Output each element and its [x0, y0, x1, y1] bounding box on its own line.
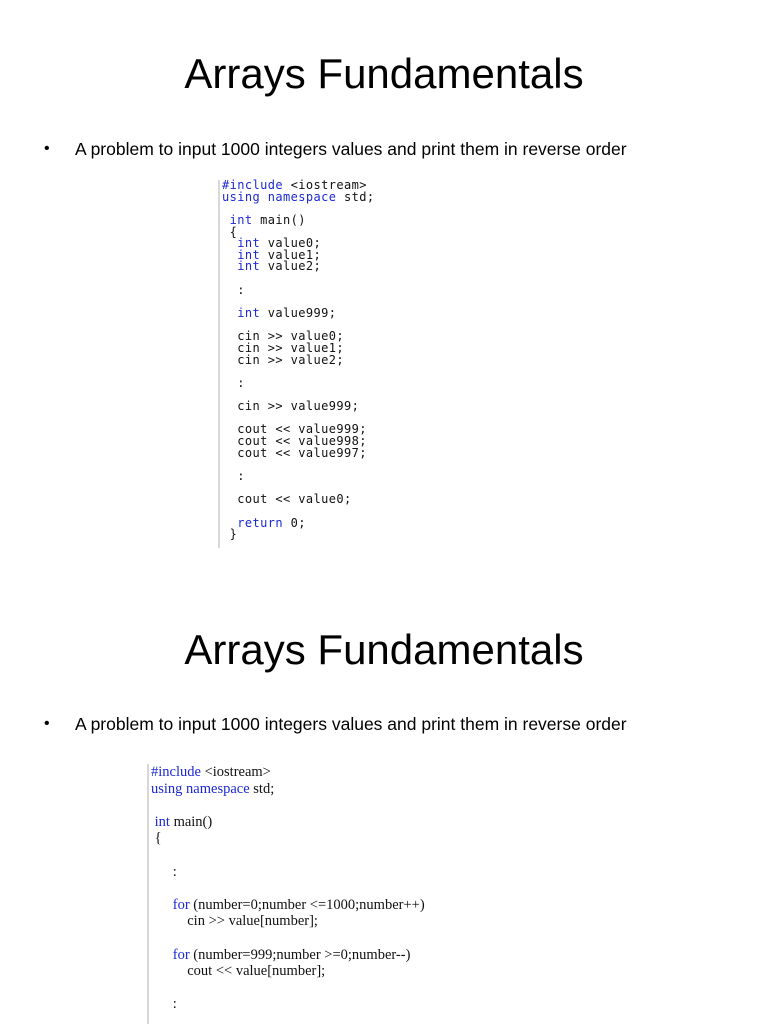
- code-line: [222, 308, 482, 320]
- code-text: (number=0;number <=1000;number++): [189, 896, 425, 913]
- code-text: [151, 897, 173, 913]
- code-text: [151, 947, 173, 963]
- code-line: [151, 797, 571, 814]
- code-text: :: [222, 375, 245, 390]
- code-line: [222, 212, 482, 227]
- code-text: cout << value998;: [222, 434, 367, 449]
- code-line: [222, 273, 482, 285]
- code-line: [151, 864, 571, 881]
- code-text: cout << value997;: [222, 445, 367, 460]
- bullet-icon: •: [44, 715, 50, 732]
- code-line: [222, 471, 482, 483]
- code-line: [222, 189, 482, 204]
- code-line: [222, 366, 482, 378]
- code-line: [151, 963, 571, 980]
- slide-title: Arrays Fundamentals: [184, 50, 584, 97]
- code-line: [151, 980, 571, 997]
- code-line: [151, 847, 571, 864]
- code-keyword: int: [237, 236, 261, 251]
- code-line: [222, 445, 482, 460]
- code-line: [222, 515, 482, 530]
- code-text: :: [222, 469, 245, 484]
- code-text: main(): [252, 212, 306, 227]
- code-text: std;: [249, 780, 275, 797]
- code-line: [222, 401, 482, 413]
- code-listing: [218, 180, 482, 548]
- code-line: [151, 764, 571, 781]
- code-text: :: [222, 282, 245, 297]
- slide-title: Arrays Fundamentals: [184, 626, 584, 673]
- code-text: <iostream>: [283, 178, 367, 192]
- code-text: cout << value0;: [222, 492, 352, 507]
- code-text: 0;: [283, 515, 306, 530]
- code-keyword: using namespace: [151, 780, 250, 797]
- code-text: (number=999;number >=0;number--): [189, 946, 411, 963]
- code-keyword: #include: [151, 764, 201, 780]
- code-text: {: [151, 830, 162, 847]
- code-keyword: for: [172, 946, 190, 963]
- code-text: value1;: [260, 247, 322, 262]
- code-text: cout << value[number];: [151, 963, 326, 980]
- code-line: [222, 459, 482, 471]
- code-text: cin >> value[number];: [151, 913, 318, 930]
- code-keyword: using namespace: [222, 189, 337, 204]
- code-text: :: [151, 996, 177, 1013]
- code-text: :: [151, 863, 177, 880]
- code-line: [151, 996, 571, 1013]
- code-text: value2;: [260, 259, 322, 274]
- code-line: [222, 282, 482, 297]
- code-text: cin >> value1;: [222, 340, 344, 355]
- code-keyword: int: [237, 259, 261, 274]
- code-text: cin >> value2;: [222, 352, 344, 367]
- code-keyword: int: [229, 212, 253, 227]
- code-text: std;: [336, 189, 375, 204]
- bullet-text: A problem to input 1000 integers values and print them in reverse order: [75, 139, 627, 159]
- code-line: [151, 947, 571, 964]
- code-line: [151, 880, 571, 897]
- code-line: [222, 494, 482, 506]
- code-line: [151, 830, 571, 847]
- code-line: [151, 781, 571, 798]
- code-text: cout << value999;: [222, 422, 367, 437]
- code-keyword: for: [172, 896, 190, 913]
- code-keyword: int: [237, 247, 261, 262]
- code-line: [151, 897, 571, 914]
- code-keyword: #include: [222, 178, 283, 192]
- code-line: [222, 375, 482, 390]
- code-keyword: int: [237, 306, 261, 321]
- code-text: }: [222, 527, 238, 542]
- code-text: main(): [169, 813, 213, 830]
- code-listing: [147, 764, 571, 1024]
- code-keyword: int: [154, 813, 170, 830]
- code-line: [151, 814, 571, 831]
- code-text: {: [222, 224, 238, 239]
- code-line: [222, 529, 482, 541]
- code-keyword: return: [237, 515, 283, 530]
- code-line: [222, 261, 482, 273]
- code-text: <iostream>: [200, 764, 271, 780]
- code-line: [151, 913, 571, 930]
- bullet-text: A problem to input 1000 integers values and print them in reverse order: [75, 714, 627, 734]
- code-line: [151, 930, 571, 947]
- code-line: [222, 352, 482, 367]
- code-text: value0;: [260, 236, 322, 251]
- code-text: [222, 306, 237, 320]
- code-text: cin >> value999;: [222, 399, 360, 414]
- code-text: [222, 259, 237, 273]
- code-text: value999;: [260, 306, 337, 321]
- bullet-icon: •: [44, 140, 50, 157]
- code-text: cin >> value0;: [222, 329, 344, 344]
